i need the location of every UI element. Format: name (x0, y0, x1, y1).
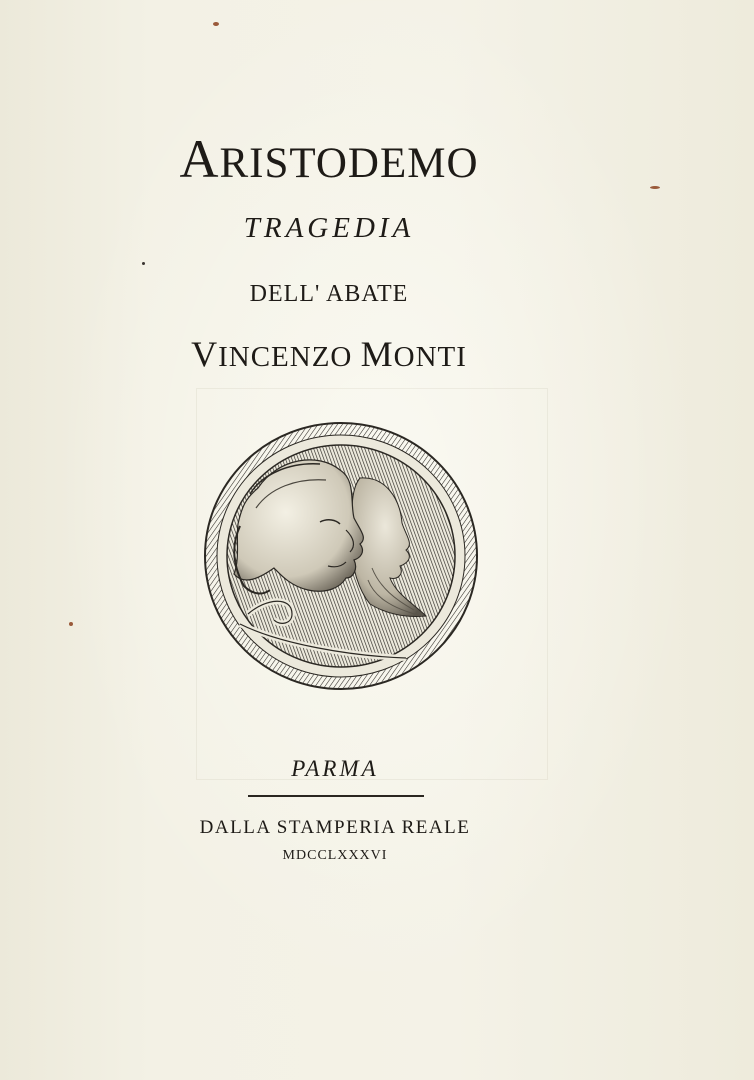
foxing-spot (213, 22, 219, 26)
imprint-place: PARMA (291, 756, 379, 781)
imprint-date: MDCCLXXXVI (282, 848, 388, 863)
author-prefix: DELL' ABATE (249, 281, 409, 307)
theatrical-masks-medallion-icon (200, 418, 482, 694)
author-name: VINCENZO MONTI (191, 334, 467, 374)
book-subtitle: TRAGEDIA (243, 212, 415, 244)
foxing-spot (69, 622, 73, 626)
foxing-spot (142, 262, 145, 265)
imprint-printer: DALLA STAMPERIA REALE (199, 817, 471, 838)
book-title: ARISTODEMO (179, 129, 479, 189)
imprint-rule (248, 795, 424, 797)
